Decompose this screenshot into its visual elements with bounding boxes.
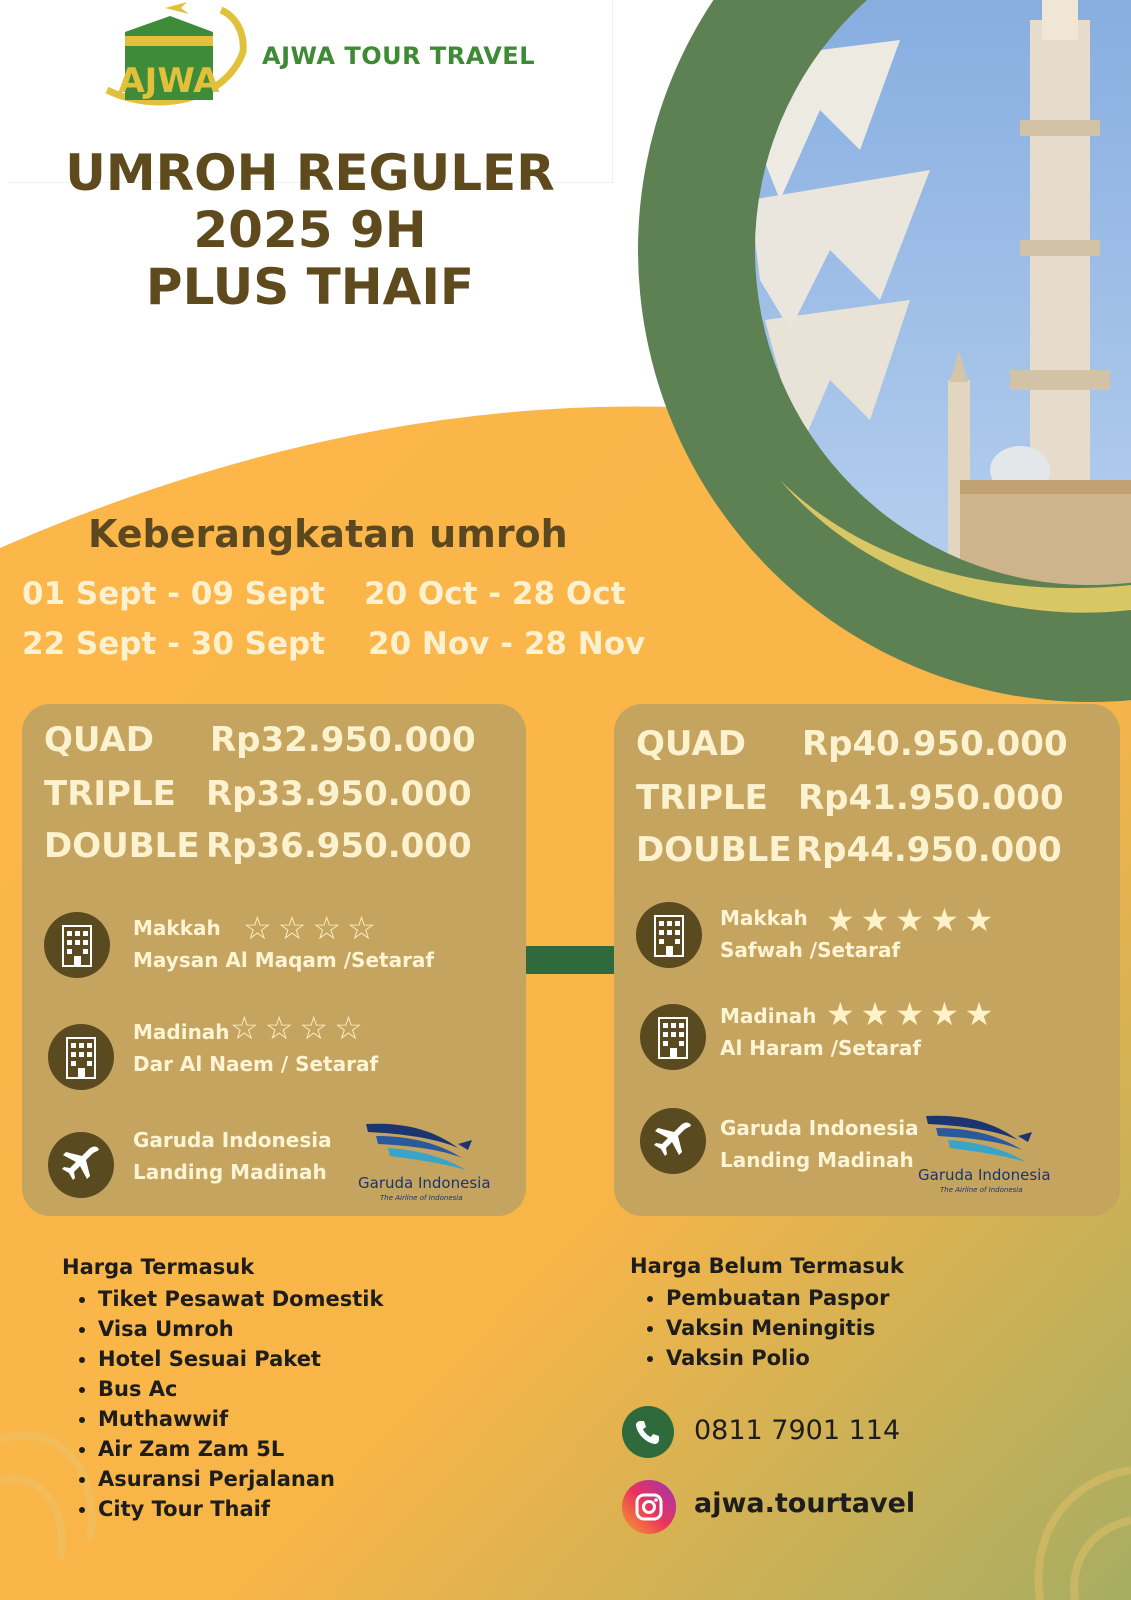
brand-name: AJWA TOUR TRAVEL [262, 42, 535, 70]
excluded-list [630, 1283, 889, 1373]
madinah-hotel: Dar Al Naem / Setaraf [133, 1052, 379, 1076]
departure-heading: Keberangkatan umroh [88, 512, 568, 556]
star-icon: ★ [930, 995, 965, 1033]
star-icon: ☆ [299, 1009, 335, 1047]
room-price: Rp41.950.000 [798, 778, 1064, 818]
phone-icon [622, 1406, 674, 1458]
hotel-icon [636, 902, 702, 968]
room-price: Rp32.950.000 [210, 720, 476, 760]
star-icon: ☆ [243, 909, 278, 947]
svg-text:AJWA: AJWA [118, 61, 220, 101]
airline-landing: Landing Madinah [720, 1148, 914, 1172]
card-connector [526, 946, 616, 974]
list-item: • City Tour Thaif [98, 1494, 383, 1524]
included-list [62, 1284, 383, 1524]
room-label: DOUBLE [44, 826, 200, 866]
room-price: Rp44.950.000 [796, 830, 1062, 870]
makkah-label: Makkah [720, 906, 808, 930]
madinah-label: Madinah [133, 1020, 230, 1044]
departure-date: 20 Oct - 28 Oct [364, 576, 626, 612]
room-label: QUAD [44, 720, 155, 760]
instagram-handle[interactable]: ajwa.tourtavel [694, 1488, 916, 1519]
airline-name: Garuda Indonesia [133, 1128, 332, 1152]
list-item: • Vaksin Meningitis [666, 1313, 889, 1343]
included-title: Harga Termasuk [62, 1255, 255, 1279]
star-rating [243, 909, 382, 947]
room-label: QUAD [636, 724, 747, 764]
star-icon: ☆ [312, 909, 348, 947]
makkah-hotel: Safwah /Setaraf [720, 938, 901, 962]
svg-text:The Airline of Indonesia: The Airline of Indonesia [380, 1194, 463, 1202]
list-item: • Visa Umroh [98, 1314, 383, 1344]
excluded-title: Harga Belum Termasuk [630, 1254, 904, 1278]
star-icon: ☆ [334, 1009, 369, 1047]
star-rating [230, 1009, 369, 1047]
star-icon: ★ [895, 901, 931, 939]
svg-text:Garuda Indonesia: Garuda Indonesia [918, 1166, 1051, 1184]
svg-text:Garuda Indonesia: Garuda Indonesia [358, 1174, 491, 1192]
title-line1: UMROH REGULER [65, 144, 555, 202]
star-icon: ★ [826, 995, 861, 1033]
makkah-label: Makkah [133, 916, 221, 940]
room-price: Rp33.950.000 [206, 774, 472, 814]
garuda-logo [914, 1110, 1064, 1196]
garuda-logo [354, 1118, 504, 1204]
airplane-icon [48, 1132, 114, 1198]
room-price: Rp40.950.000 [802, 724, 1068, 764]
star-icon: ☆ [230, 1009, 265, 1047]
hotel-icon [48, 1024, 114, 1090]
hotel-icon [44, 912, 110, 978]
star-rating [826, 901, 1000, 939]
star-rating [826, 995, 1000, 1033]
airline-landing: Landing Madinah [133, 1160, 327, 1184]
list-item: • Vaksin Polio [666, 1343, 889, 1373]
list-item: • Muthawwif [98, 1404, 383, 1434]
departure-date: 20 Nov - 28 Nov [368, 626, 646, 662]
hotel-icon [640, 1004, 706, 1070]
star-icon: ★ [964, 901, 1000, 939]
madinah-hotel: Al Haram /Setaraf [720, 1036, 922, 1060]
phone-number[interactable]: 0811 7901 114 [694, 1415, 901, 1446]
list-item: • Bus Ac [98, 1374, 383, 1404]
list-item: • Tiket Pesawat Domestik [98, 1284, 383, 1314]
list-item: • Asuransi Perjalanan [98, 1464, 383, 1494]
star-icon: ☆ [277, 909, 313, 947]
airline-name: Garuda Indonesia [720, 1116, 919, 1140]
madinah-label: Madinah [720, 1004, 817, 1028]
list-item: • Air Zam Zam 5L [98, 1434, 383, 1464]
title-line2: 2025 9H [193, 201, 427, 259]
room-label: TRIPLE [44, 774, 176, 814]
star-icon: ★ [895, 995, 931, 1033]
departure-date: 22 Sept - 30 Sept [22, 626, 326, 662]
star-icon: ★ [860, 901, 896, 939]
title-line3: PLUS THAIF [145, 258, 475, 316]
room-label: DOUBLE [636, 830, 792, 870]
makkah-hotel: Maysan Al Maqam /Setaraf [133, 948, 435, 972]
star-icon: ★ [826, 901, 861, 939]
room-price: Rp36.950.000 [206, 826, 472, 866]
list-item: • Pembuatan Paspor [666, 1283, 889, 1313]
airplane-icon [640, 1108, 706, 1174]
star-icon: ☆ [264, 1009, 300, 1047]
list-item: • Hotel Sesuai Paket [98, 1344, 383, 1374]
ajwa-logo [95, 2, 255, 114]
svg-text:The Airline of Indonesia: The Airline of Indonesia [940, 1186, 1023, 1194]
instagram-icon [622, 1480, 676, 1534]
star-icon: ☆ [347, 909, 382, 947]
room-label: TRIPLE [636, 778, 768, 818]
star-icon: ★ [930, 901, 965, 939]
star-icon: ★ [964, 995, 1000, 1033]
star-icon: ★ [860, 995, 896, 1033]
departure-date: 01 Sept - 09 Sept [22, 576, 326, 612]
